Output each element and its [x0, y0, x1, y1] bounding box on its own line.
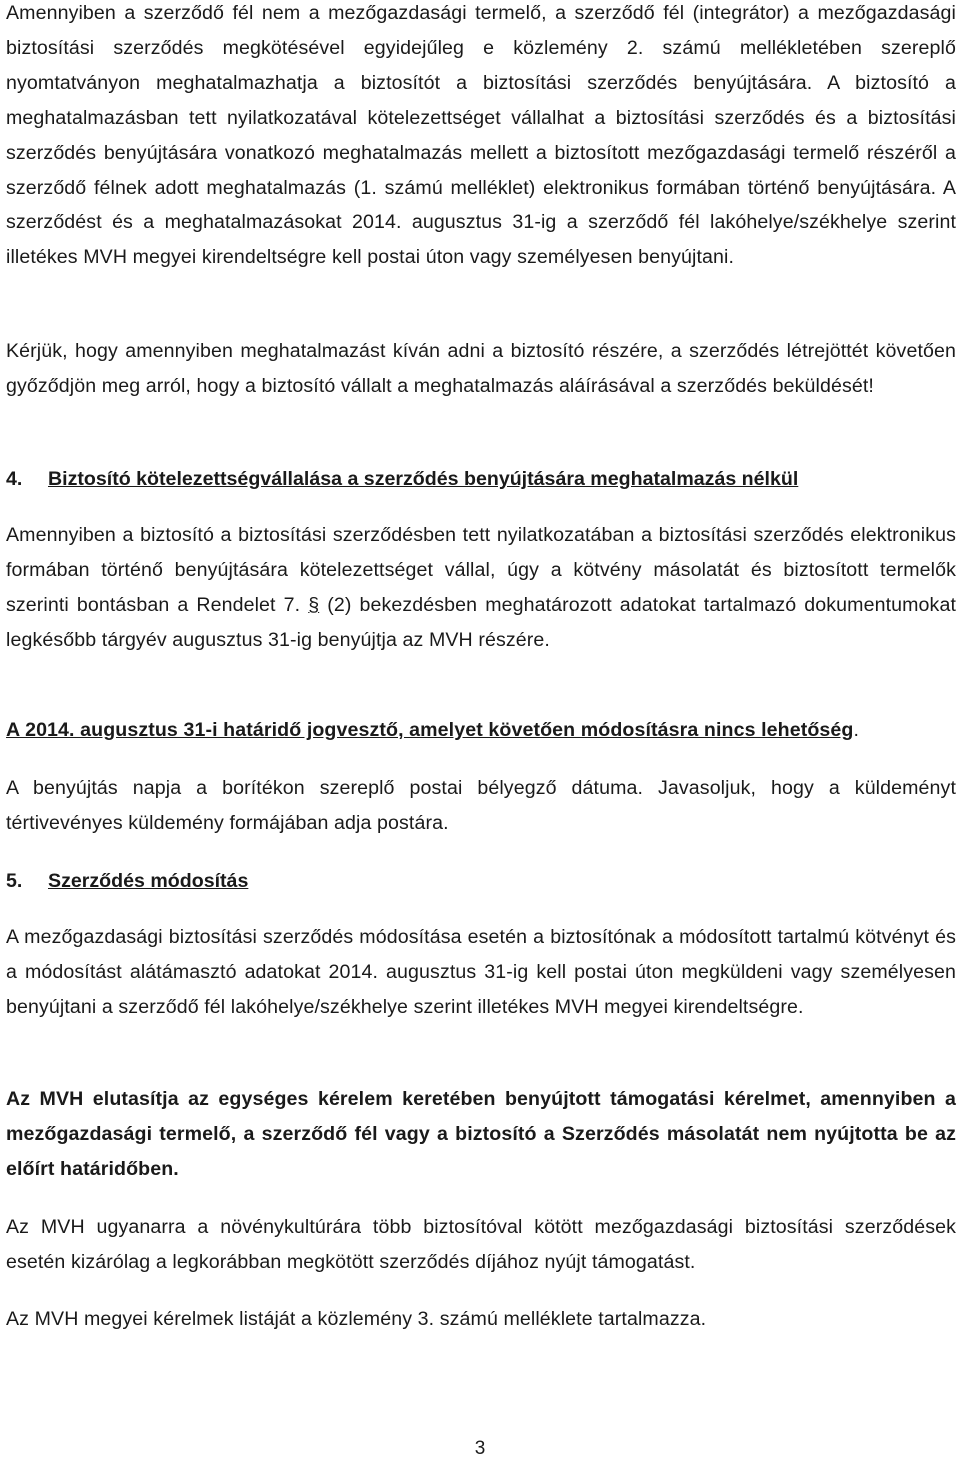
paragraph-request: Kérjük, hogy amennyiben meghatalmazást kíván adni a biztosító részére, a szerződés létrejöttét követően győződjön meg arról, hogy a biztosító vállalt a meghatalmazás aláírásával a szerződés beküldését! [6, 340, 956, 397]
paragraph-deadline [6, 713, 956, 748]
paragraph-rejection: Az MVH elutasítja az egységes kérelem keretében benyújtott támogatási kérelmet, amennyiben a mezőgazdasági termelő, a szerződő fél vagy a biztosító a Szerződés másolatát nem nyújtotta be az előírt határidőben. [6, 1088, 956, 1180]
section-4-title: Biztosító kötelezettségvállalása a szerződés benyújtására meghatalmazás nélkül [48, 468, 799, 490]
section-4-number: 4. [6, 468, 23, 490]
obligation-text-part-2: (2) bekezdésben meghatározott adatokat tartalmazó dokumentumokat legkésőbb tárgyév augusztus 31-ig benyújtja az MVH részére. [6, 593, 956, 651]
deadline-notice-period: . [853, 719, 860, 741]
section-sign: § [308, 593, 320, 616]
page-number: 3 [474, 1438, 486, 1459]
paragraph-county-list: Az MVH megyei kérelmek listáját a közlemény 3. számú melléklete tartalmazza. [6, 1308, 707, 1330]
paragraph-modification: A mezőgazdasági biztosítási szerződés módosítása esetén a biztosítónak a módosított tartalmú kötvényt és a módosítást alátámasztó adatokat 2014. augusztus 31-ig kell postai úton megküldeni vagy személyesen benyújtani a szerződő fél lakóhelye/székhelye szerint illetékes MVH megyei kirendeltségre. [6, 926, 956, 1018]
section-5-number: 5. [6, 870, 23, 892]
paragraph-multiple-insurers: Az MVH ugyanarra a növénykultúrára több biztosítóval kötött mezőgazdasági biztosítási szerződések esetén kizárólag a legkorábban megkötött szerződés díjához nyújt támogatást. [6, 1216, 956, 1273]
obligation-text-part-1: Amennyiben a biztosító a biztosítási szerződésben tett nyilatkozatában a biztosítási szerződés elektronikus formában történő benyújtására kötelezettséget vállal, úgy a kötvény másolatát és biztosított termelők szerinti bontásban a Rendelet 7. [6, 524, 956, 616]
paragraph-obligation [6, 518, 956, 658]
section-5-title: Szerződés módosítás [48, 870, 249, 892]
section-4-heading [6, 462, 956, 497]
paragraph-authorization: Amennyiben a szerződő fél nem a mezőgazdasági termelő, a szerződő fél (integrátor) a mezőgazdasági biztosítási szerződés megkötésével egyidejűleg e közlemény 2. számú mellékletében szereplő nyomtatványon meghatalmazhatja a biztosítót a biztosítási szerződés benyújtására. A biztosító a meghatalmazásban tett nyilatkozatával kötelezettséget vállalhat a biztosítási szerződés és a biztosítási szerződés benyújtására vonatkozó meghatalmazás mellett a biztosított mezőgazdasági termelő részéről a szerződő félnek adott meghatalmazás (1. számú melléklet) elektronikus formában történő benyújtására. A szerződést és a meghatalmazásokat 2014. augusztus 31-ig a szerződő fél lakóhelye/székhelye szerint illetékes MVH megyei kirendeltségre kell postai úton vagy személyesen benyújtani. [6, 2, 956, 269]
paragraph-submission-date: A benyújtás napja a borítékon szereplő postai bélyegző dátuma. Javasoljuk, hogy a küldeményt tértivevényes küldemény formájában adja postára. [6, 777, 956, 834]
section-5-heading [6, 864, 956, 899]
deadline-notice: A 2014. augusztus 31-i határidő jogvesztő, amelyet követően módosításra nincs lehetőség [6, 719, 854, 741]
